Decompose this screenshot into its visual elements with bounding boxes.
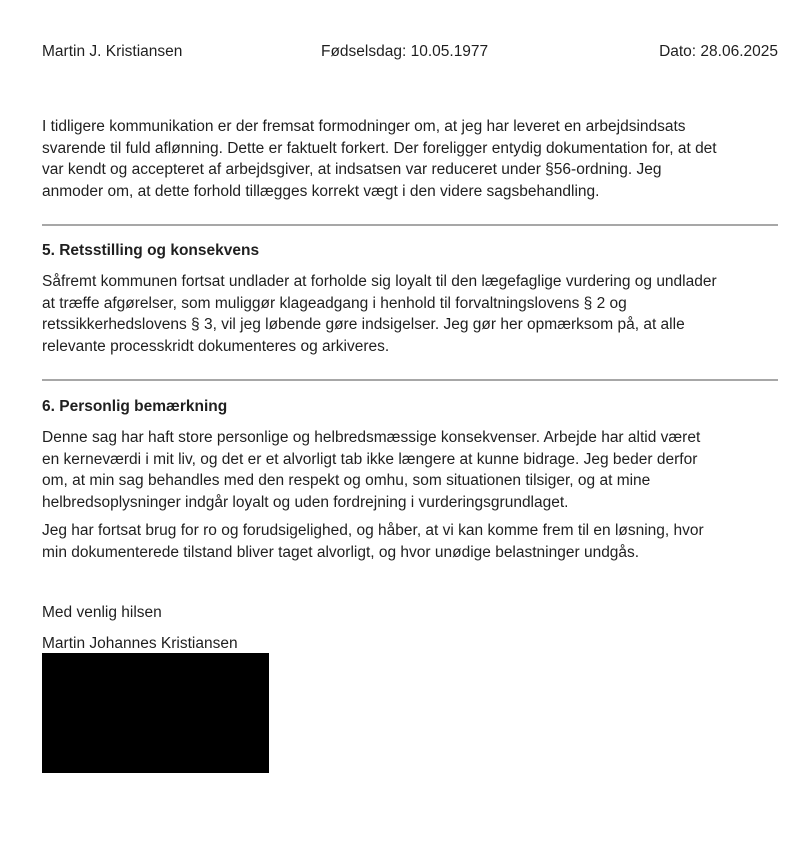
text-line: min dokumenterede tilstand bliver taget alvorligt, og hvor unødige belastninger undgås. [42,543,640,561]
section-6-paragraph-1 [42,427,778,513]
signer-full-name: Martin Johannes Kristiansen [42,635,238,652]
section-6-heading: 6. Personlig bemærkning [42,398,228,415]
sender-name: Martin J. Kristiansen [42,43,183,60]
text-line: om, at min sag behandles med den respekt og omhu, som situationen tilsiger, og at mine [42,472,651,489]
letter-date: Dato: 28.06.2025 [659,43,778,60]
text-line: svarende til fuld aflønning. Dette er faktuelt forkert. Der foreligger entydig dokumentation for, at det [42,139,717,157]
text-line: Såfremt kommunen fortsat undlader at forholde sig loyalt til den lægefaglige vurdering og undlader [42,273,717,290]
section-divider [42,224,778,226]
closing-greeting: Med venlig hilsen [42,604,162,621]
section-5-paragraph [42,271,778,357]
text-line: anmoder om, at dette forhold tillægges korrekt vægt i den videre sagsbehandling. [42,182,600,200]
text-line: var kendt og accepteret af arbejdsgiver, at indsatsen var reduceret under §56-ordning. Jeg [42,161,662,178]
text-line: relevante processkridt dokumenteres og arkiveres. [42,337,390,355]
text-line: Denne sag har haft store personlige og helbredsmæssige konsekvenser. Arbejde har altid været [42,429,701,446]
section-5-heading: 5. Retsstilling og konsekvens [42,242,260,259]
text-line: Jeg har fortsat brug for ro og forudsigelighed, og håber, at vi kan komme frem til en løsning, hvor [42,522,704,539]
text-line: retssikkerhedslovens § 3, vil jeg løbende gøre indsigelser. Jeg gør her opmærksom på, at alle [42,316,685,333]
birthday: Fødselsdag: 10.05.1977 [321,43,489,60]
text-line: en kerneværdi i mit liv, og det er et alvorligt tab ikke længere at kunne bidrage. Jeg beder derfor [42,450,698,468]
text-line: helbredsoplysninger indgår loyalt og uden fordrejning i vurderingsgrundlaget. [42,493,569,511]
redacted-signature [42,653,269,773]
section-divider [42,379,778,381]
intro-paragraph [42,116,778,202]
text-line: at træffe afgørelser, som muliggør klageadgang i henhold til forvaltningslovens § 2 og [42,294,627,312]
section-6-paragraph-2 [42,520,778,563]
letter-header [42,42,778,62]
text-line: I tidligere kommunikation er der fremsat formodninger om, at jeg har leveret en arbejdsindsats [42,118,686,135]
